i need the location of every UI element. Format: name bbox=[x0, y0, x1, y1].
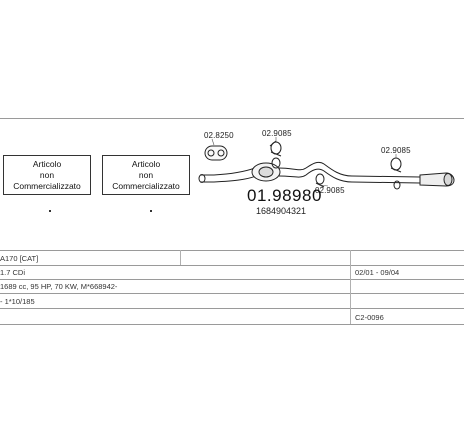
rubber-mount bbox=[205, 146, 227, 160]
leader-lines bbox=[212, 137, 396, 186]
row-rule bbox=[0, 250, 464, 251]
not-sold-line2: non bbox=[138, 169, 154, 180]
table-cell-kit-code: C2-0096 bbox=[355, 313, 384, 322]
not-sold-line3: Commercializzato bbox=[13, 180, 81, 191]
silencer-part-code: 01.98980 bbox=[247, 186, 322, 205]
row-rule bbox=[0, 293, 464, 294]
row-rule bbox=[0, 308, 464, 309]
pipe-inlet bbox=[199, 168, 256, 183]
table-cell-model: A170 [CAT] bbox=[0, 254, 39, 263]
part-ref-mount: 02.8250 bbox=[204, 131, 234, 140]
part-ref-clamp-bottom: 02.9085 bbox=[315, 186, 345, 195]
not-sold-line3: Commercializzato bbox=[112, 180, 180, 191]
column-divider bbox=[350, 250, 351, 324]
table-cell-years: 02/01 - 09/04 bbox=[355, 268, 400, 277]
silencer-body bbox=[252, 163, 280, 181]
clamp-top bbox=[270, 141, 281, 168]
pipe-rear bbox=[279, 162, 420, 183]
table-cell-note: - 1*10/185 bbox=[0, 297, 35, 306]
oem-number: 1684904321 bbox=[256, 206, 307, 216]
part-ref-clamp-right: 02.9085 bbox=[381, 146, 411, 155]
part-ref-clamp-top: 02.9085 bbox=[262, 129, 292, 138]
table-cell-engine: 1.7 CDi bbox=[0, 268, 26, 277]
not-sold-line1: Articolo bbox=[131, 158, 161, 169]
not-sold-line2: non bbox=[39, 169, 55, 180]
row-rule bbox=[0, 265, 464, 266]
column-divider bbox=[180, 250, 181, 265]
not-sold-line1: Articolo bbox=[32, 158, 62, 169]
clamp-right bbox=[391, 158, 401, 189]
row-rule bbox=[0, 324, 464, 325]
row-rule bbox=[0, 279, 464, 280]
table-cell-spec: 1689 cc, 95 HP, 70 KW, M*668942- bbox=[0, 282, 118, 291]
tailpipe bbox=[420, 173, 454, 186]
